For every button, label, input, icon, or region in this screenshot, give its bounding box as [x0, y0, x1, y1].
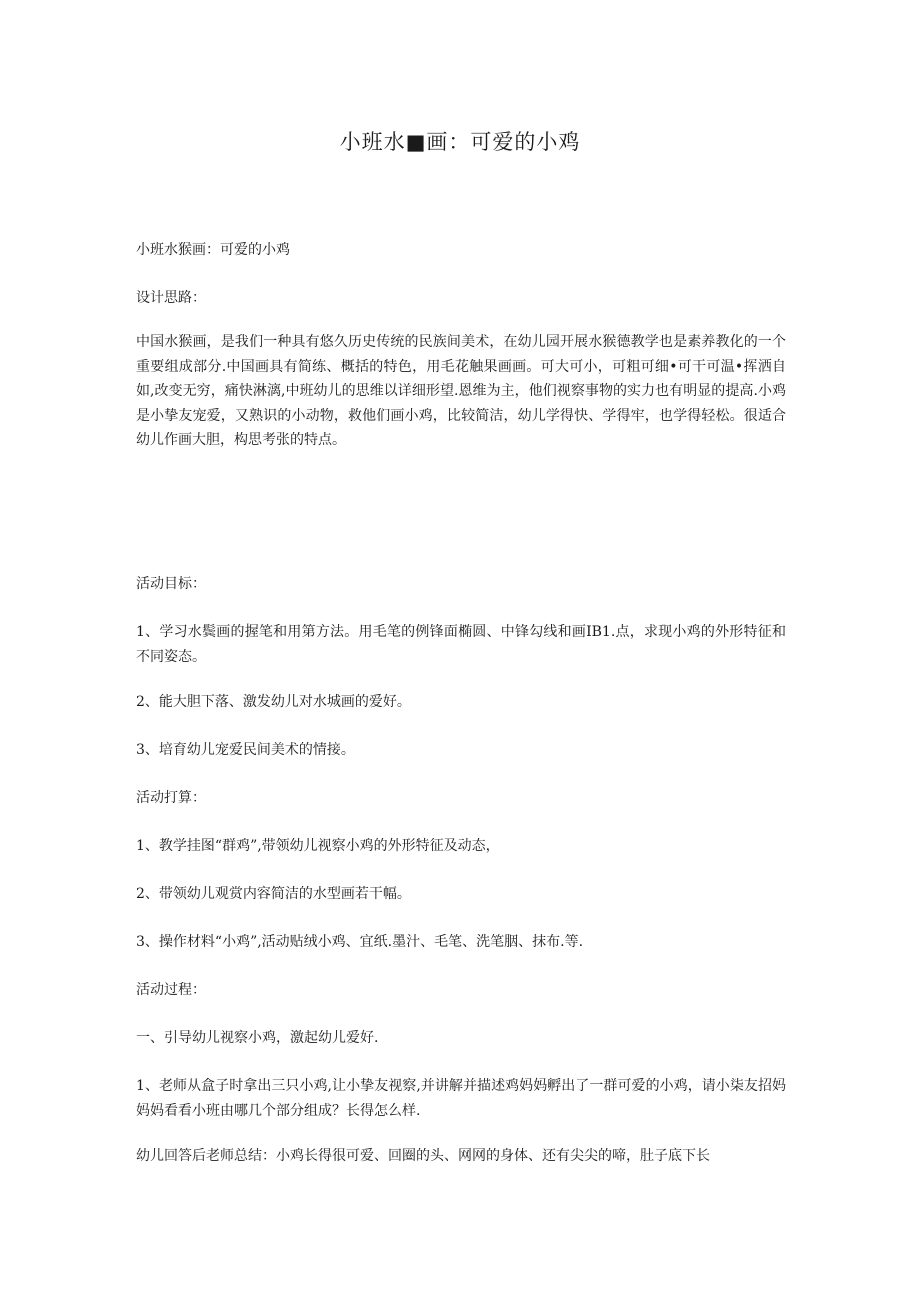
goal-item-3: 3、培育幼儿宠爱民间美术的情接。	[136, 742, 355, 758]
preparation-item-1: 1、教学挂图“群鸡”,带领幼儿视察小鸡的外形特征及动态，	[136, 838, 500, 854]
process-step-1: 一、引导幼儿视察小鸡，激起幼儿爱好.	[136, 1030, 379, 1046]
subtitle-paragraph: 小班水猴画：可爱的小鸡	[136, 242, 290, 258]
page-title: 小班水■画：可爱的小鸡	[339, 130, 581, 154]
preparation-heading: 活动打算：	[136, 790, 206, 806]
goals-heading: 活动目标：	[136, 576, 206, 592]
goal-item-2: 2、能大胆下落、激发幼儿对水城画的爱好。	[136, 694, 411, 710]
preparation-item-2: 2、带领幼儿观赏内容简洁的水型画若干幅。	[136, 886, 411, 902]
design-heading: 设计思路：	[136, 290, 206, 306]
preparation-item-3: 3、操作材料“小鸡”,活动贴绒小鸡、宜纸.墨汁、毛笔、洗笔胭、抹布.等.	[136, 934, 584, 950]
process-heading: 活动过程：	[136, 982, 206, 998]
teacher-summary-paragraph: 幼儿回答后老师总结：小鸡长得很可爱、回圈的头、网网的身体、还有尖尖的啼，肚子底下长	[136, 1148, 710, 1164]
process-step-1-1: 1、老师从盒子时拿出三只小鸡,让小挚友视察,并讲解并描述鸡妈妈孵出了一群可爱的小鸡，请小柒友招妈妈妈看看小班由哪几个部分组成？长得怎么样.	[136, 1078, 786, 1119]
goal-item-1: 1、学习水鬓画的握笔和用第方法。用毛笔的例锋面椭圆、中锋勾线和画IB1.点，求现小鸡的外形特征和不同姿态。	[136, 624, 786, 665]
design-body-paragraph: 中国水猴画，是我们一种具有悠久历史传统的民族间美术，在幼儿园开展水猴德教学也是素养教化的一个重要组成部分.中国画具有简练、概括的特色，用毛花触果画画。可大可小，可粗可细•可干可温•挥洒自如,改变无穷，痛快淋漓,中班幼儿的思维以详细形望.恩维为主，他们视察事物的实力也有明显的提高.小鸡是小挚友宠爱，又熟识的小动物，救他们画小鸡，比较简洁，幼儿学得快、学得牢，也学得轻松。很适合幼儿作画大胆，构思考张的特点。	[136, 334, 786, 448]
